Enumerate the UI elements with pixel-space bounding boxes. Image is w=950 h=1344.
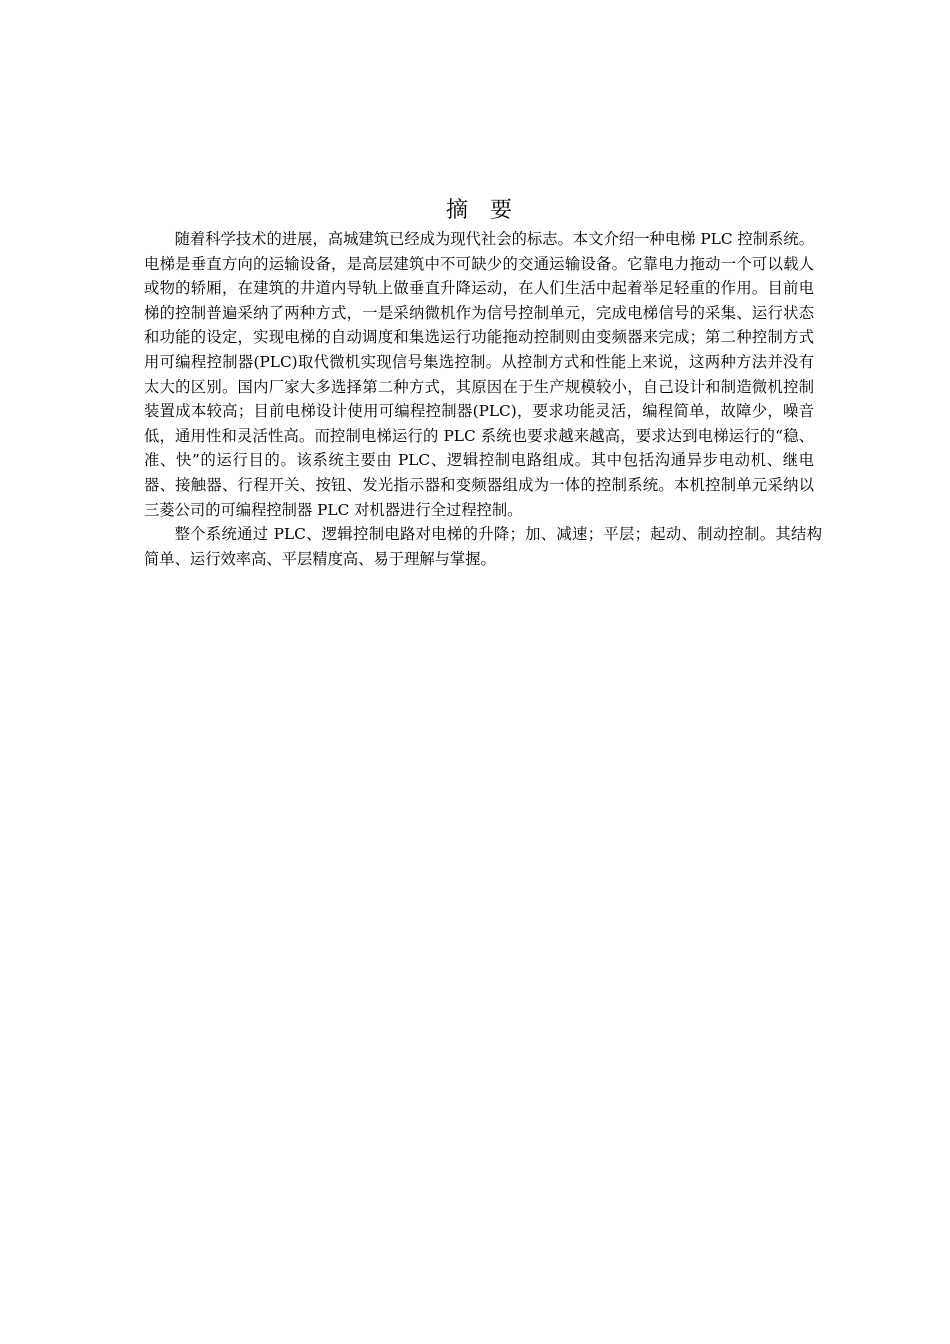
abstract-paragraph-1: 随着科学技术的进展，高城建筑已经成为现代社会的标志。本文介绍一种电梯 PLC 控制系统。电梯是垂直方向的运输设备，是高层建筑中不可缺少的交通运输设备。它靠电力拖动一个可以载人或物的轿厢，在建筑的井道内导轨上做垂直升降运动，在人们生活中起着举足轻重的作用。目前电梯的控制普遍采纳了两种方式，一是采纳微机作为信号控制单元，完成电梯信号的采集、运行状态和功能的设定，实现电梯的自动调度和集选运行功能拖动控制则由变频器来完成；第二种控制方式用可编程控制器(PLC)取代微机实现信号集选控制。从控制方式和性能上来说，这两种方法并没有太大的区别。国内厂家大多选择第二种方式，其原因在于生产规模较小，自己设计和制造微机控制装置成本较高；目前电梯设计使用可编程控制器(PLC)，要求功能灵活，编程简单，故障少，噪音低，通用性和灵活性高。而控制电梯运行的 PLC 系统也要求越来越高，要求达到电梯运行的“稳、准、快”的运行目的。该系统主要由 PLC、逻辑控制电路组成。其中包括沟通异步电动机、继电器、接触器、行程开关、按钮、发光指示器和变频器组成为一体的控制系统。本机控制单元采纳以三菱公司的可编程控制器 PLC 对机器进行全过程控制。 [144, 230, 814, 519]
abstract-paragraph-2: 整个系统通过 PLC、逻辑控制电路对电梯的升降；加、减速；平层；起动、制动控制。其结构简单、运行效率高、平层精度高、易于理解与掌握。 [144, 525, 822, 568]
abstract-title-char-2: 要 [490, 198, 513, 223]
abstract-section [144, 196, 822, 571]
abstract-title-char-1: 摘 [445, 198, 468, 223]
abstract-title [144, 196, 814, 226]
